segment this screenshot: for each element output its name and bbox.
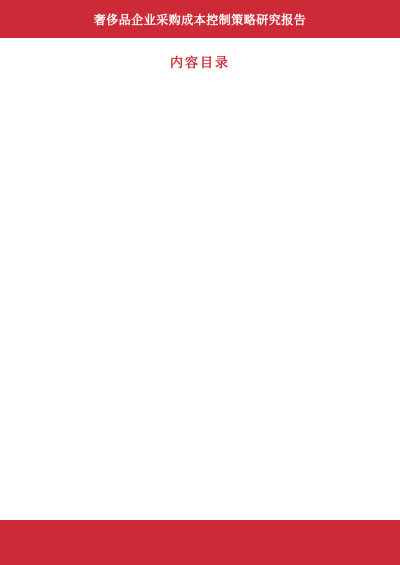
toc-heading: 内容目录 — [169, 56, 230, 71]
report-header-bar — [0, 0, 400, 38]
footer-banner — [0, 520, 400, 565]
report-title: 奢侈品企业采购成本控制策略研究报告 — [93, 12, 307, 27]
